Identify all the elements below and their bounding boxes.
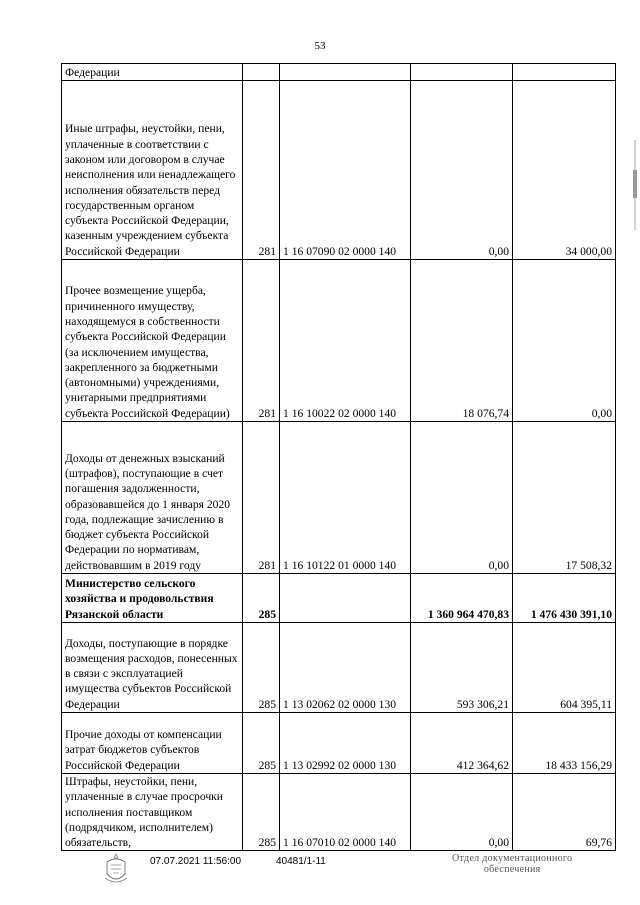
row-value-2020: 593 306,21 [411,623,513,713]
stamp-line: обеспечения [483,864,541,875]
row-value-2020: 0,00 [411,422,513,574]
row-name: Штрафы, неустойки, пени, уплаченные в случае просрочки исполнения поставщиком (подрядчиком, исполнителем) обязательств, [62,774,243,851]
row-value-2021: 1 476 430 391,10 [513,574,616,623]
row-admin-code [243,64,280,81]
row-budget-code [280,64,411,81]
table-row [62,713,616,774]
row-budget-code: 1 13 02992 02 0000 130 [280,713,411,774]
row-admin-code: 285 [243,774,280,851]
row-value-2021: 0,00 [513,260,616,422]
scan-artifact [632,140,638,230]
row-name: Федерации [62,64,243,81]
row-value-2021: 18 433 156,29 [513,713,616,774]
row-budget-code: 1 16 07090 02 0000 140 [280,81,411,260]
row-value-2021: 604 395,11 [513,623,616,713]
row-value-2021: 34 000,00 [513,81,616,260]
row-value-2020: 0,00 [411,81,513,260]
row-admin-code: 285 [243,574,280,623]
row-admin-code: 285 [243,713,280,774]
table-row [62,81,616,260]
row-admin-code: 281 [243,422,280,574]
table-row [62,260,616,422]
row-admin-code: 285 [243,623,280,713]
table-row-ministry [62,574,616,623]
row-value-2020: 1 360 964 470,83 [411,574,513,623]
row-budget-code: 1 13 02062 02 0000 130 [280,623,411,713]
page-footer [0,855,640,895]
row-name: Доходы от денежных взысканий (штрафов), поступающие в счет погашения задолженности, образовавшейся до 1 января 2020 года, подлежащие зачислению в бюджет субъекта Российской Федерации по нормативам, действовавшим в 2019 году [62,422,243,574]
row-value-2020: 0,00 [411,774,513,851]
row-name: Прочее возмещение ущерба, причиненного имуществу, находящемуся в собственности субъекта Российской Федерации (за исключением имущества, закрепленного за бюджетными (автономными) учреждениями, унитарными предприятиями субъекта Российской Федерации) [62,260,243,422]
document-number: 40481/1-11 [276,856,326,867]
row-value-2020 [411,64,513,81]
row-admin-code: 281 [243,260,280,422]
row-budget-code: 1 16 10122 01 0000 140 [280,422,411,574]
table-row [62,623,616,713]
row-budget-code [280,574,411,623]
row-value-2020: 18 076,74 [411,260,513,422]
row-name: Доходы, поступающие в порядке возмещения расходов, понесенных в связи с эксплуатацией имущества субъектов Российской Федерации [62,623,243,713]
row-value-2020: 412 364,62 [411,713,513,774]
row-name: Иные штрафы, неустойки, пени, уплаченные в соответствии с законом или договором в случае неисполнения или ненадлежащего исполнения обязательств перед государственным органом субъекта Российской Федерации, казенным учреждением субъекта Российской Федерации [62,81,243,260]
stamp-line: Отдел документационного [452,853,573,864]
row-admin-code: 281 [243,81,280,260]
revenue-table [61,63,616,851]
table-row [62,774,616,851]
row-value-2021 [513,64,616,81]
row-budget-code: 1 16 10022 02 0000 140 [280,260,411,422]
row-value-2021: 17 508,32 [513,422,616,574]
row-budget-code: 1 16 07010 02 0000 140 [280,774,411,851]
row-name: Министерство сельского хозяйства и продовольствия Рязанской области [62,574,243,623]
row-value-2021: 69,76 [513,774,616,851]
page-number: 53 [314,40,326,52]
department-stamp [452,853,572,875]
print-datetime: 07.07.2021 11:56:00 [150,856,242,867]
table-row [62,422,616,574]
coat-of-arms-icon [101,852,131,886]
table-row [62,64,616,81]
row-name: Прочие доходы от компенсации затрат бюджетов субъектов Российской Федерации [62,713,243,774]
